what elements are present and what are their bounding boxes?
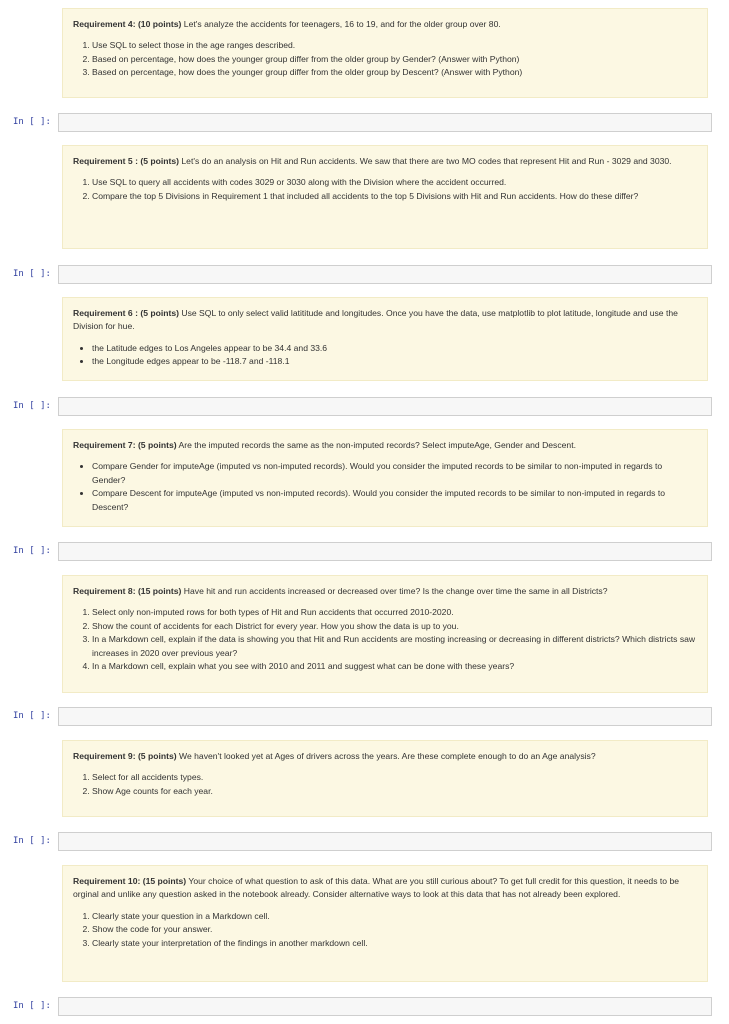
list-item: 2. Show the code for your answer. (92, 923, 697, 936)
markdown-cell-requirement-10[interactable] (62, 865, 708, 982)
requirement-intro: Let's analyze the accidents for teenagers, 16 to 19, and for the older group over 80. (181, 19, 501, 29)
code-cell-input[interactable] (58, 397, 712, 416)
list-item: • Compare Gender for imputeAge (imputed vs non-imputed records). Would you consider the imputed records to be similar to non-imputed in regards to Gender? (92, 460, 697, 487)
requirement-title: Requirement 4: (10 points) (73, 19, 182, 29)
requirement-title: Requirement 8: (15 points) (73, 586, 182, 596)
requirement-title: Requirement 9: (5 points) (73, 751, 177, 761)
markdown-cell-requirement-6[interactable] (62, 297, 708, 381)
requirement-intro: Use SQL to only select valid latititude and longitudes. Once you have the data, use matplotlib to plot latitude, longitude and use the Division for hue. (73, 308, 678, 332)
requirement-list (73, 460, 697, 514)
requirement-intro: We haven't looked yet at Ages of drivers across the years. Are these complete enough to do an Age analysis? (176, 751, 596, 761)
requirement-list (73, 342, 697, 369)
list-item: • the Latitude edges to Los Angeles appear to be 34.4 and 33.6 (92, 342, 697, 355)
input-prompt: In [ ]: (13, 546, 51, 556)
list-item: 1. Select only non-imputed rows for both types of Hit and Run accidents that occurred 2010-2020. (92, 606, 697, 619)
requirement-intro: Let's do an analysis on Hit and Run accidents. We saw that there are two MO codes that represent Hit and Run - 3029 and 3030. (179, 156, 672, 166)
code-cell-input[interactable] (58, 265, 712, 284)
list-item: 3. Clearly state your interpretation of the findings in another markdown cell. (92, 937, 697, 950)
requirement-text (73, 307, 697, 334)
list-item: 1. Select for all accidents types. (92, 771, 697, 784)
requirement-list (73, 771, 697, 798)
input-prompt: In [ ]: (13, 836, 51, 846)
input-prompt: In [ ]: (13, 117, 51, 127)
list-item: 4. In a Markdown cell, explain what you see with 2010 and 2011 and suggest what can be done with these years? (92, 660, 697, 673)
markdown-cell-requirement-5[interactable] (62, 145, 708, 249)
list-item: • the Longitude edges appear to be -118.7 and -118.1 (92, 355, 697, 368)
list-item: 2. Show the count of accidents for each District for every year. How you show the data is up to you. (92, 620, 697, 633)
requirement-list (73, 910, 697, 950)
markdown-cell-requirement-7[interactable] (62, 429, 708, 527)
list-item: 3. In a Markdown cell, explain if the data is showing you that Hit and Run accidents are mosting increasing or decreasing in different districts? Which districts saw increases in 2020 over previous year? (92, 633, 697, 660)
requirement-text (73, 750, 697, 763)
requirement-text (73, 585, 697, 598)
requirement-intro: Your choice of what question to ask of this data. What are you still curious about? To get full credit for this question, it needs to be orginal and unlike any question asked in the notebook already. Consider alternative ways to look at this data that has not already been explored. (73, 876, 680, 900)
input-prompt: In [ ]: (13, 269, 51, 279)
list-item: 1. Use SQL to select those in the age ranges described. (92, 39, 697, 52)
requirement-text (73, 155, 697, 168)
input-prompt: In [ ]: (13, 711, 51, 721)
requirement-title: Requirement 5 : (5 points) (73, 156, 179, 166)
markdown-cell-requirement-8[interactable] (62, 575, 708, 693)
requirement-text (73, 18, 697, 31)
requirement-title: Requirement 10: (15 points) (73, 876, 187, 886)
code-cell-input[interactable] (58, 832, 712, 851)
input-prompt: In [ ]: (13, 401, 51, 411)
list-item: 1. Clearly state your question in a Markdown cell. (92, 910, 697, 923)
requirement-title: Requirement 7: (5 points) (73, 440, 177, 450)
code-cell-input[interactable] (58, 113, 712, 132)
requirement-title: Requirement 6 : (5 points) (73, 308, 179, 318)
list-item: 2. Compare the top 5 Divisions in Requirement 1 that included all accidents to the top 5 Divisions with Hit and Run accidents. How do these differ? (92, 190, 697, 203)
input-prompt: In [ ]: (13, 1001, 51, 1011)
requirement-intro: Have hit and run accidents increased or decreased over time? Is the change over time the same in all Districts? (181, 586, 608, 596)
list-item: 1. Use SQL to query all accidents with codes 3029 or 3030 along with the Division where the accident occurred. (92, 176, 697, 189)
requirement-list (73, 176, 697, 203)
list-item: 2. Based on percentage, how does the younger group differ from the older group by Gender? (Answer with Python) (92, 53, 697, 66)
list-item: 2. Show Age counts for each year. (92, 785, 697, 798)
code-cell-input[interactable] (58, 997, 712, 1016)
requirement-text (73, 439, 697, 452)
requirement-text (73, 875, 697, 902)
code-cell-input[interactable] (58, 707, 712, 726)
requirement-intro: Are the imputed records the same as the non-imputed records? Select imputeAge, Gender and Descent. (176, 440, 576, 450)
markdown-cell-requirement-9[interactable] (62, 740, 708, 817)
code-cell-input[interactable] (58, 542, 712, 561)
markdown-cell-requirement-4[interactable] (62, 8, 708, 98)
requirement-list (73, 39, 697, 79)
list-item: • Compare Descent for imputeAge (imputed vs non-imputed records). Would you consider the imputed records to be similar to non-imputed in regards to Descent? (92, 487, 697, 514)
list-item: 3. Based on percentage, how does the younger group differ from the older group by Descent? (Answer with Python) (92, 66, 697, 79)
requirement-list (73, 606, 697, 673)
